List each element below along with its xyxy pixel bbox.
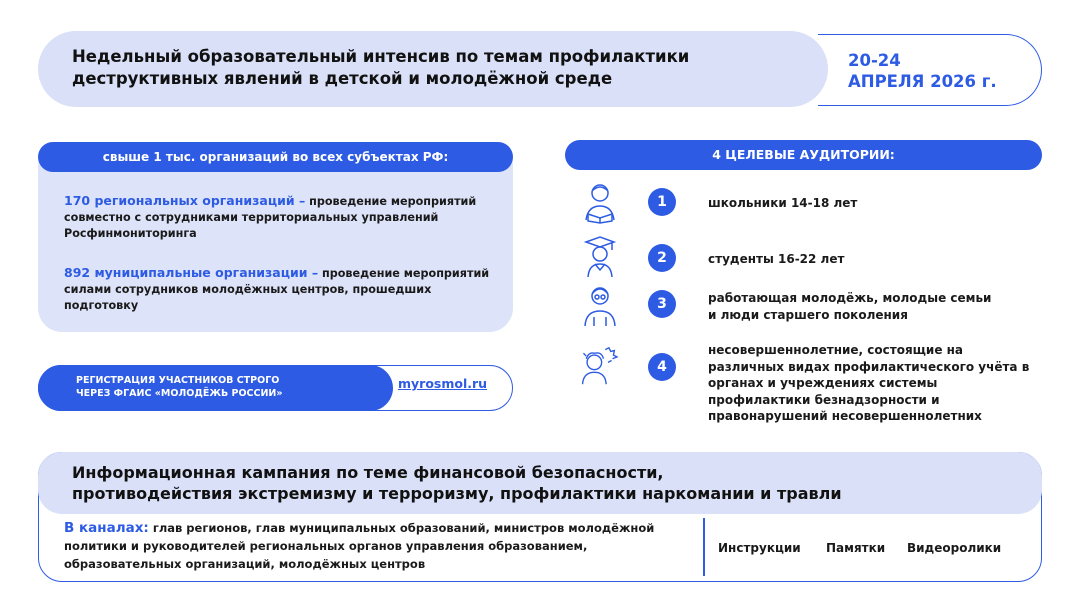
audience-text-3: работающая молодёжь, молодые семьи и люди старшего поколения [708,291,992,322]
org-item-highlight: 170 региональных организаций – [64,193,306,208]
title-line-2: деструктивных явлений в детской и молодёжной среде [72,69,613,88]
info-campaign-title [72,462,1012,504]
org-item-highlight: 892 муниципальные организации – [64,265,319,280]
date-line-2: АПРЕЛЯ 2026 г. [848,72,997,91]
channels-text [64,519,694,573]
org-item-regional [64,193,504,242]
audience-number: 1 [648,188,676,216]
event-dates [848,50,997,92]
audience-number: 4 [648,353,676,381]
page-title [72,46,792,90]
audience-number: 3 [648,290,676,318]
info-title-line-2: противодействия экстремизму и терроризму, профилактики наркомании и травли [72,484,842,503]
org-item-text: проведение мероприятий силами сотрудников молодёжных центров, прошедших подготовку [64,267,490,312]
audience-number: 2 [648,244,676,272]
registration-link[interactable]: myrosmol.ru [398,376,488,391]
material-instructions: Инструкции [718,541,801,555]
registration-line-1: РЕГИСТРАЦИЯ УЧАСТНИКОВ СТРОГО [76,375,280,386]
troubled-teen-icon [578,344,618,388]
info-title-line-1: Информационная кампания по теме финансовой безопасности, [72,463,664,482]
organizations-header: свыше 1 тыс. организаций во всех субъектах РФ: [38,142,513,172]
material-videos: Видеоролики [907,541,1002,555]
student-graduate-icon [580,235,620,279]
registration-line-2: ЧЕРЕЗ ФГАИС «МОЛОДЁЖЬ РОССИИ» [76,388,283,399]
org-item-text: проведение мероприятий совместно с сотрудниками территориальных управлений Росфинмониторинга [64,195,477,240]
audience-text-4: несовершеннолетние, состоящие на различных видах профилактического учёта в органах и учреждениях системы профилактики безнадзорности и правонарушений несовершеннолетних [708,343,1030,423]
channels-label: В каналах: [64,520,149,536]
divider [703,518,705,576]
title-line-1: Недельный образовательный интенсив по темам профилактики [72,47,690,66]
audiences-header: 4 ЦЕЛЕВЫЕ АУДИТОРИИ: [565,140,1042,170]
audience-text-1: школьники 14-18 лет [708,196,858,210]
material-memos: Памятки [826,541,886,555]
schoolchild-icon [580,180,620,224]
org-item-municipal [64,265,504,314]
date-line-1: 20-24 [848,51,901,70]
adult-person-icon [580,284,620,328]
audience-text-2: студенты 16-22 лет [708,252,845,266]
registration-text [76,374,366,400]
channels-description: глав регионов, глав муниципальных образований, министров молодёжной политики и руководителей региональных органов управления образованием, образовательных организаций, молодёжных центров [64,521,655,571]
